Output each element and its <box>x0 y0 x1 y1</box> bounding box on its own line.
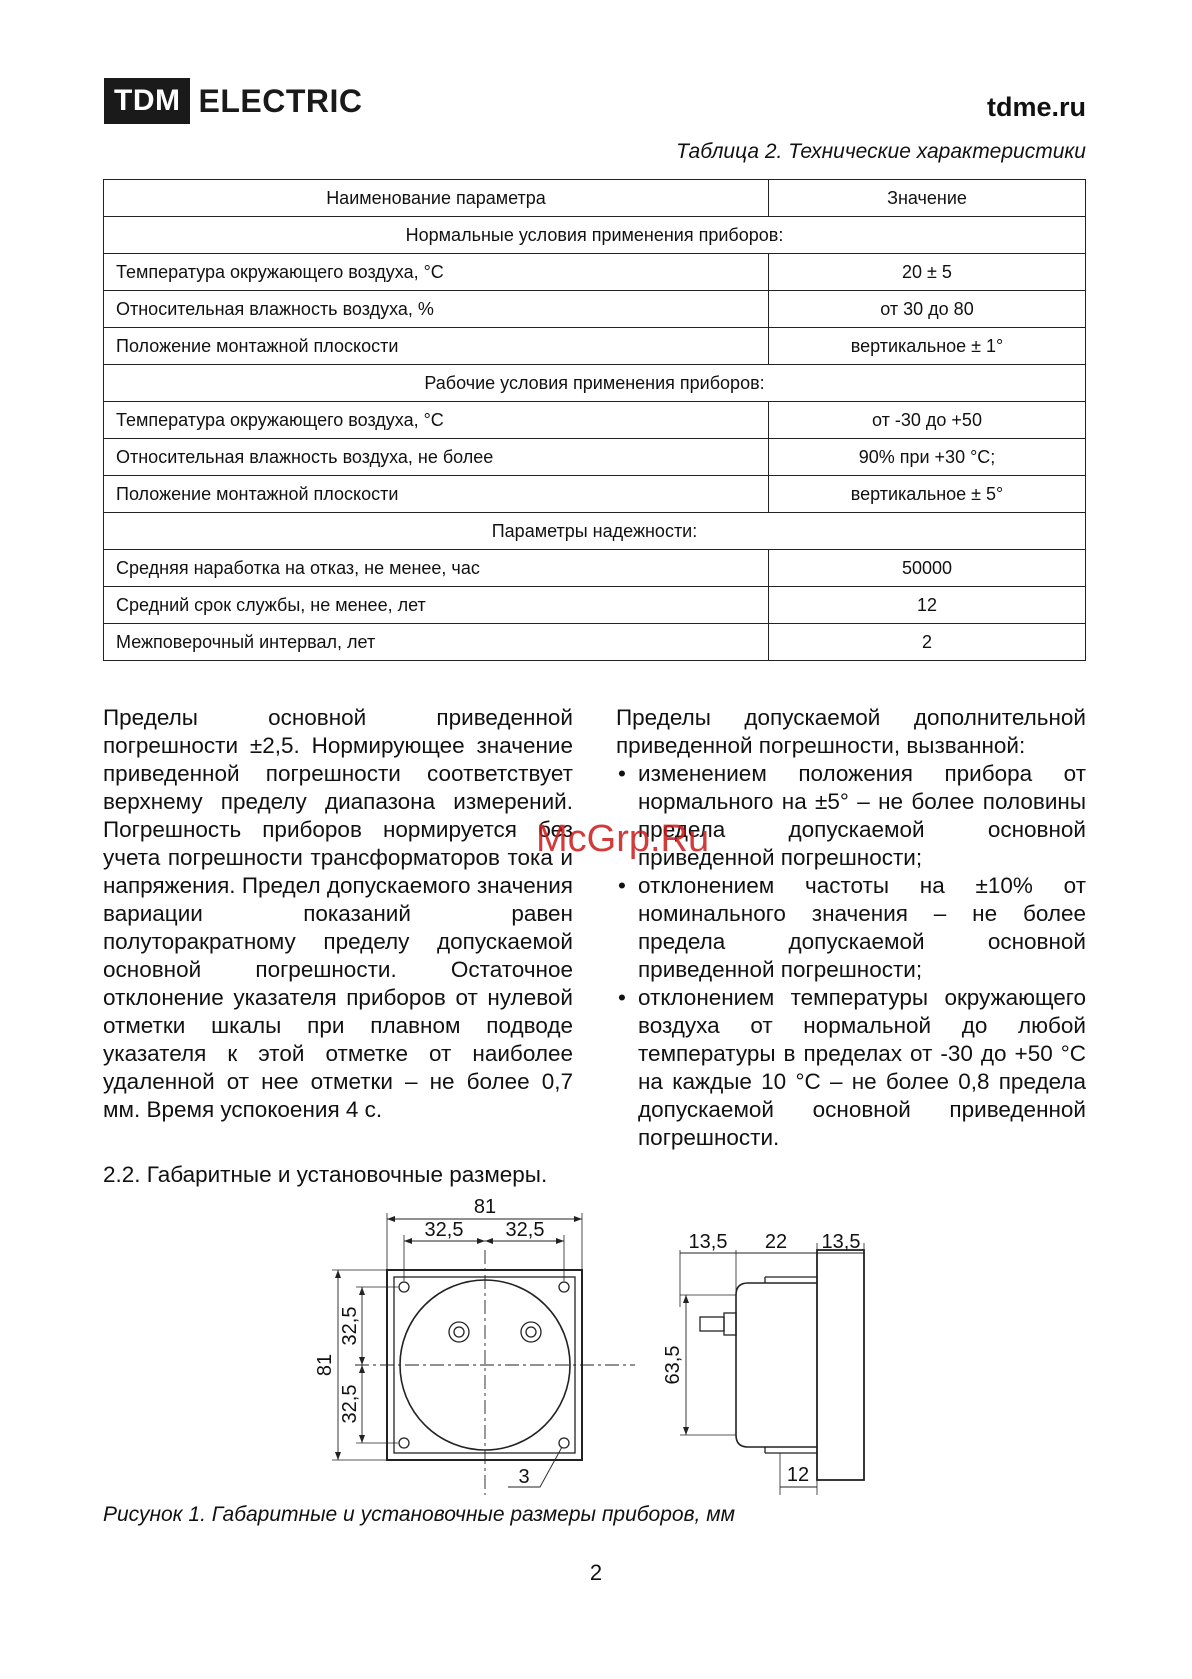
right-column <box>616 704 1086 1152</box>
parameter-value: 20 ± 5 <box>769 254 1086 291</box>
dim-height: 81 <box>314 1353 336 1377</box>
spec-table <box>103 179 1086 661</box>
parameter-value: 50000 <box>769 550 1086 587</box>
parameter-name: Средний срок службы, не менее, лет <box>104 587 769 624</box>
parameter-name: Температура окружающего воздуха, °С <box>104 254 769 291</box>
dim-upper: 32,5 <box>339 1306 361 1346</box>
left-paragraph: Пределы основной приведенной погрешности ±2,5. Нормирующее значение приведенной погрешности соответствует верхнему пределу диапазона измерений. Погрешность приборов нормируется без учета погрешности трансформаторов тока и напряжения. Предел допускаемого значения вариации показаний равен полуторакратному пределу допускаемой основной погрешности. Остаточное отклонение указателя приборов от нулевой отметки шкалы при плавном подводе указателя к этой отметке от наиболее удаленной от нее отметки – не более 0,7 мм. Время успокоения 4 с. <box>103 705 573 1122</box>
section-label: Рабочие условия применения приборов: <box>104 365 1086 402</box>
dim-lower: 32,5 <box>339 1384 361 1424</box>
mount-hole <box>559 1282 569 1292</box>
mount-hole <box>399 1438 409 1448</box>
table-section-row <box>104 217 1086 254</box>
parameter-name: Относительная влажность воздуха, % <box>104 291 769 328</box>
table-header-row <box>104 180 1086 217</box>
figure-caption: Рисунок 1. Габаритные и установочные размеры приборов, мм <box>103 1503 736 1526</box>
page-number: 2 <box>589 1560 603 1585</box>
table-row <box>104 587 1086 624</box>
column-header: Наименование параметра <box>104 180 769 217</box>
dim-half-left: 32,5 <box>424 1219 464 1241</box>
parameter-value: вертикальное ± 1° <box>769 328 1086 365</box>
table-row <box>104 328 1086 365</box>
section-label: Параметры надежности: <box>104 513 1086 550</box>
table-section-row <box>104 365 1086 402</box>
parameter-name: Средняя наработка на отказ, не менее, час <box>104 550 769 587</box>
brand-logo <box>104 78 362 124</box>
dimension-drawing <box>280 1195 900 1495</box>
table-row <box>104 476 1086 513</box>
left-column <box>103 704 573 1124</box>
dim-width: 81 <box>473 1196 497 1218</box>
dim-hole: 3 <box>518 1466 530 1488</box>
parameter-value: 12 <box>769 587 1086 624</box>
table-row <box>104 291 1086 328</box>
parameter-name: Температура окружающего воздуха, °С <box>104 402 769 439</box>
section-title: 2.2. Габаритные и установочные размеры. <box>103 1162 548 1187</box>
parameter-value: от 30 до 80 <box>769 291 1086 328</box>
side-stud <box>700 1317 724 1331</box>
dim-side-mid: 22 <box>764 1231 788 1253</box>
terminal <box>449 1322 469 1342</box>
parameter-value: 2 <box>769 624 1086 661</box>
side-nut <box>724 1313 736 1335</box>
logo-box: TDM <box>104 78 190 124</box>
right-intro: Пределы допускаемой дополнительной приведенной погрешности, вызванной: <box>616 705 1086 758</box>
column-header: Значение <box>769 180 1086 217</box>
parameter-name: Положение монтажной плоскости <box>104 476 769 513</box>
table-section-row <box>104 513 1086 550</box>
dim-side-right: 13,5 <box>821 1231 861 1253</box>
dim-half-right: 32,5 <box>505 1219 545 1241</box>
side-flange <box>817 1250 864 1480</box>
watermark: McGrp.Ru <box>536 818 710 860</box>
list-item: • отклонением температуры окружающего воздуха от нормальной до любой температуры в пределах от -30 до +50 °С на каждые 10 °С – не более 0,8 предела допускаемой основной приведенной погрешности. <box>616 984 1086 1152</box>
mount-hole <box>399 1282 409 1292</box>
side-body <box>736 1283 817 1447</box>
logo-word: ELECTRIC <box>198 82 363 119</box>
dim-side-height: 63,5 <box>662 1345 684 1385</box>
parameter-value: 90% при +30 °С; <box>769 439 1086 476</box>
parameter-value: от -30 до +50 <box>769 402 1086 439</box>
parameter-value: вертикальное ± 5° <box>769 476 1086 513</box>
parameter-name: Межповерочный интервал, лет <box>104 624 769 661</box>
table-row <box>104 624 1086 661</box>
list-item: • изменением положения прибора от нормального на ±5° – не более половины предела допускаемой основной приведенной погрешности; <box>616 760 1086 872</box>
parameter-name: Относительная влажность воздуха, не более <box>104 439 769 476</box>
dim-side-left: 13,5 <box>688 1231 728 1253</box>
table-row <box>104 254 1086 291</box>
list-item: • отклонением частоты на ±10% от номинального значения – не более предела допускаемой основной приведенной погрешности; <box>616 872 1086 984</box>
parameter-name: Положение монтажной плоскости <box>104 328 769 365</box>
section-label: Нормальные условия применения приборов: <box>104 217 1086 254</box>
table-row <box>104 439 1086 476</box>
table-row <box>104 402 1086 439</box>
table-caption: Таблица 2. Технические характеристики <box>676 140 1086 163</box>
dim-side-bottom: 12 <box>786 1464 810 1486</box>
mount-hole <box>559 1438 569 1448</box>
site-url[interactable]: tdme.ru <box>986 92 1086 122</box>
table-row <box>104 550 1086 587</box>
terminal <box>521 1322 541 1342</box>
